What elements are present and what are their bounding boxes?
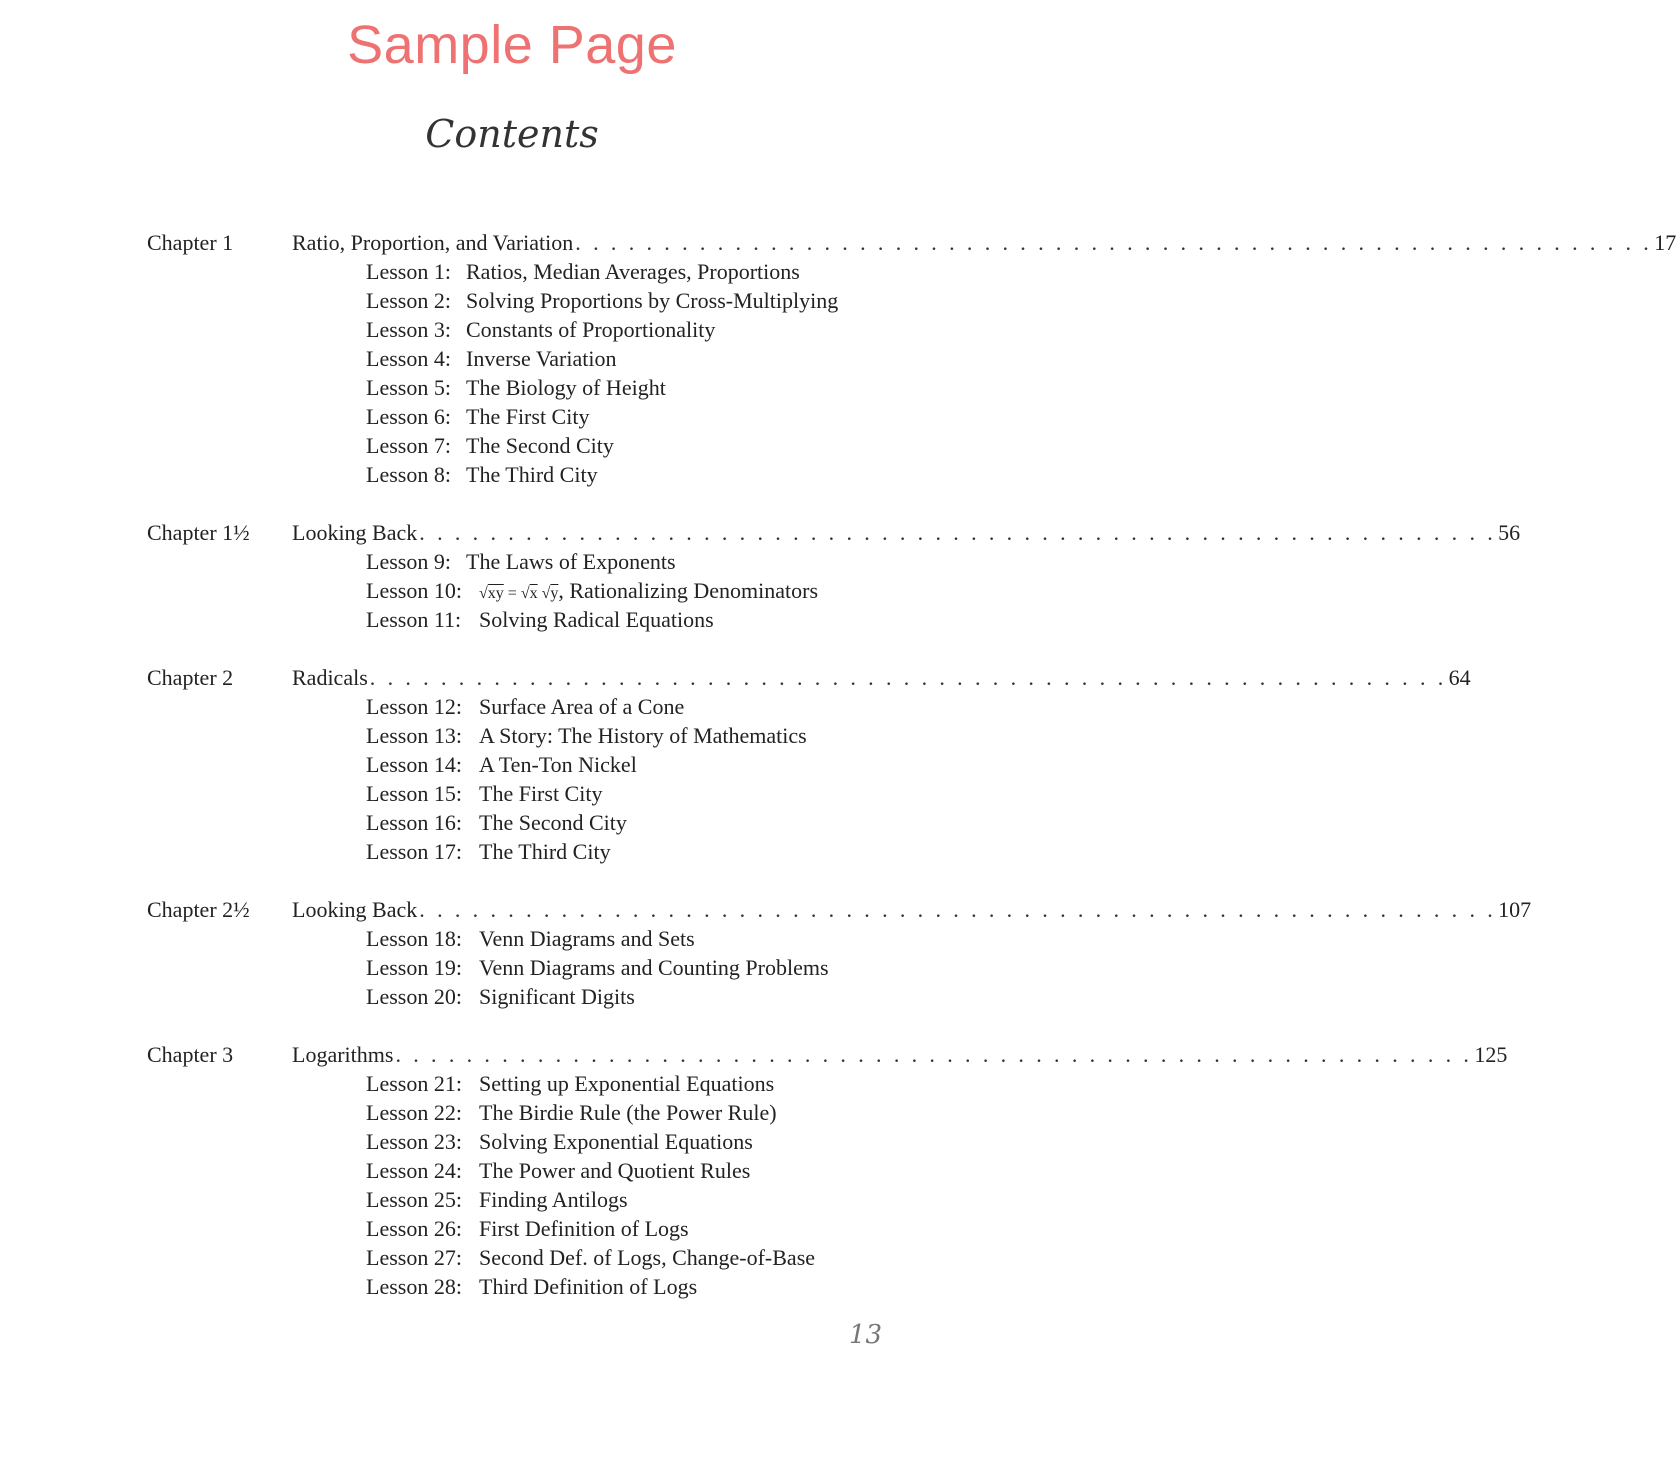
- chapter-title: Logarithms: [292, 1042, 394, 1067]
- lesson-label: Lesson 11:: [366, 607, 462, 632]
- lesson-label: Lesson 16:: [366, 810, 462, 835]
- lesson-label: Lesson 24:: [366, 1158, 462, 1183]
- chapter-page-number: 125: [1474, 1042, 1508, 1067]
- chapter-label: Chapter 1: [147, 230, 234, 255]
- chapter-title-line: [292, 663, 1471, 692]
- lesson-label: Lesson 3:: [366, 317, 451, 342]
- page-number: 13: [849, 1320, 883, 1350]
- lesson-item: [0, 1243, 1024, 1272]
- lesson-label: Lesson 8:: [366, 462, 451, 487]
- radicand: xy: [487, 585, 504, 602]
- lesson-title: The Second City: [479, 810, 627, 835]
- lesson-item: [0, 1098, 1024, 1127]
- lesson-item: [0, 373, 1024, 402]
- lesson-item: [0, 721, 1024, 750]
- chapter-page-number: 107: [1498, 897, 1532, 922]
- chapter-title-line: [292, 1040, 1508, 1069]
- chapter-3: [0, 1040, 1508, 1301]
- lesson-item: [0, 315, 1024, 344]
- lesson-title: The Power and Quotient Rules: [479, 1158, 751, 1183]
- lesson-title: Third Definition of Logs: [479, 1274, 698, 1299]
- lesson-item: [0, 750, 1024, 779]
- dot-leader: . . . . . . . . . . . . . . . . . . . . . . . . . . . . . . . . . . . . . . . . . . . . . . . . . . . . . . . . . . . . .: [369, 665, 1447, 690]
- sample-page-watermark: Sample Page: [347, 15, 677, 75]
- lesson-item: [0, 1272, 1024, 1301]
- radicand: x: [529, 585, 538, 602]
- radicand: y: [550, 585, 559, 602]
- chapter-title: Radicals: [292, 665, 368, 690]
- lesson-title: , Rationalizing Denominators: [558, 578, 819, 603]
- equals-sign: =: [507, 585, 517, 602]
- sqrt-symbol: √: [541, 585, 551, 602]
- lesson-item: [0, 837, 1024, 866]
- lesson-label: Lesson 18:: [366, 926, 462, 951]
- lesson-title: First Definition of Logs: [479, 1216, 689, 1241]
- lesson-item: [0, 924, 1024, 953]
- lesson-label: Lesson 26:: [366, 1216, 462, 1241]
- chapter-title-line: [292, 895, 1532, 924]
- lesson-item: [0, 1156, 1024, 1185]
- lesson-title: Solving Proportions by Cross-Multiplying: [466, 288, 839, 313]
- chapter-title-line: [292, 228, 1676, 257]
- chapter-title-line: [292, 518, 1521, 547]
- lesson-title: The Birdie Rule (the Power Rule): [479, 1100, 777, 1125]
- lesson-title-with-formula: [479, 576, 818, 608]
- lesson-item: [0, 402, 1024, 431]
- lesson-item: [0, 344, 1024, 373]
- chapter-page-number: 64: [1448, 665, 1471, 690]
- lesson-title: Significant Digits: [479, 984, 635, 1009]
- chapter-row: [0, 1040, 1508, 1069]
- lesson-title: Second Def. of Logs, Change-of-Base: [479, 1245, 816, 1270]
- lesson-item: [0, 1069, 1024, 1098]
- chapter-row: [0, 518, 1521, 547]
- chapter-1: [0, 228, 1676, 489]
- chapter-row: [0, 228, 1676, 257]
- lesson-item: [0, 982, 1024, 1011]
- lesson-item: [0, 1127, 1024, 1156]
- lesson-title: Solving Radical Equations: [479, 607, 714, 632]
- lesson-item: [0, 576, 1024, 605]
- lesson-label: Lesson 13:: [366, 723, 462, 748]
- contents-title: Contents: [425, 112, 599, 156]
- sqrt-symbol: √: [520, 585, 530, 602]
- lesson-title: Setting up Exponential Equations: [479, 1071, 775, 1096]
- lesson-title: The Biology of Height: [466, 375, 666, 400]
- chapter-title: Ratio, Proportion, and Variation: [292, 230, 574, 255]
- lesson-title: The Laws of Exponents: [466, 549, 676, 574]
- table-of-contents: [0, 228, 1676, 1330]
- lesson-title: The First City: [466, 404, 590, 429]
- lesson-label: Lesson 9:: [366, 549, 451, 574]
- lesson-title: Surface Area of a Cone: [479, 694, 685, 719]
- lesson-label: Lesson 27:: [366, 1245, 462, 1270]
- lesson-title: Venn Diagrams and Counting Problems: [479, 955, 829, 980]
- lesson-label: Lesson 1:: [366, 259, 451, 284]
- lesson-label: Lesson 20:: [366, 984, 462, 1009]
- dot-leader: . . . . . . . . . . . . . . . . . . . . . . . . . . . . . . . . . . . . . . . . . . . . . . . . . . . . . . . . . . . . .: [419, 897, 1497, 922]
- chapter-label: Chapter 2½: [147, 897, 250, 922]
- lesson-label: Lesson 7:: [366, 433, 451, 458]
- lesson-label: Lesson 19:: [366, 955, 462, 980]
- lesson-title: The First City: [479, 781, 603, 806]
- lesson-label: Lesson 5:: [366, 375, 451, 400]
- dot-leader: . . . . . . . . . . . . . . . . . . . . . . . . . . . . . . . . . . . . . . . . . . . . . . . . . . . . . . . . . . . . .: [575, 230, 1653, 255]
- lesson-item: [0, 286, 1024, 315]
- chapter-row: [0, 895, 1532, 924]
- chapter-title: Looking Back: [292, 520, 418, 545]
- lesson-label: Lesson 28:: [366, 1274, 462, 1299]
- dot-leader: . . . . . . . . . . . . . . . . . . . . . . . . . . . . . . . . . . . . . . . . . . . . . . . . . . . . . . . . . . . . .: [395, 1042, 1473, 1067]
- lesson-label: Lesson 14:: [366, 752, 462, 777]
- radical-formula: [479, 585, 558, 602]
- lesson-title: Solving Exponential Equations: [479, 1129, 753, 1154]
- lesson-title: The Third City: [479, 839, 611, 864]
- chapter-1-5: [0, 518, 1521, 634]
- sqrt-symbol: √: [479, 585, 488, 602]
- lesson-item: [0, 779, 1024, 808]
- lesson-item: [0, 605, 1024, 634]
- lesson-item: [0, 808, 1024, 837]
- chapter-row: [0, 663, 1471, 692]
- dot-leader: . . . . . . . . . . . . . . . . . . . . . . . . . . . . . . . . . . . . . . . . . . . . . . . . . . . . . . . . . . . . .: [419, 520, 1497, 545]
- lesson-label: Lesson 4:: [366, 346, 451, 371]
- lesson-title: A Story: The History of Mathematics: [479, 723, 807, 748]
- lesson-item: [0, 547, 1024, 576]
- lesson-item: [0, 1185, 1024, 1214]
- chapter-page-number: 56: [1498, 520, 1521, 545]
- lesson-item: [0, 692, 1024, 721]
- lesson-title: A Ten-Ton Nickel: [479, 752, 637, 777]
- lesson-label: Lesson 12:: [366, 694, 462, 719]
- lesson-label: Lesson 23:: [366, 1129, 462, 1154]
- lesson-label: Lesson 15:: [366, 781, 462, 806]
- chapter-2-5: [0, 895, 1532, 1011]
- lesson-label: Lesson 17:: [366, 839, 462, 864]
- lesson-label: Lesson 25:: [366, 1187, 462, 1212]
- lesson-title: Venn Diagrams and Sets: [479, 926, 695, 951]
- lesson-title: Inverse Variation: [466, 346, 617, 371]
- lesson-title: Finding Antilogs: [479, 1187, 628, 1212]
- lesson-title: Ratios, Median Averages, Proportions: [466, 259, 800, 284]
- chapter-label: Chapter 1½: [147, 520, 250, 545]
- lesson-label: Lesson 10:: [366, 578, 462, 603]
- chapter-2: [0, 663, 1471, 866]
- lesson-item: [0, 953, 1024, 982]
- lesson-item: [0, 431, 1024, 460]
- chapter-title: Looking Back: [292, 897, 418, 922]
- lesson-label: Lesson 22:: [366, 1100, 462, 1125]
- lesson-label: Lesson 6:: [366, 404, 451, 429]
- lesson-title: The Second City: [466, 433, 614, 458]
- lesson-title: Constants of Proportionality: [466, 317, 716, 342]
- lesson-item: [0, 1214, 1024, 1243]
- lesson-item: [0, 460, 1024, 489]
- lesson-label: Lesson 2:: [366, 288, 451, 313]
- chapter-page-number: 17: [1654, 230, 1676, 255]
- chapter-label: Chapter 3: [147, 1042, 234, 1067]
- chapter-label: Chapter 2: [147, 665, 234, 690]
- lesson-label: Lesson 21:: [366, 1071, 462, 1096]
- lesson-title: The Third City: [466, 462, 598, 487]
- lesson-item: [0, 257, 1024, 286]
